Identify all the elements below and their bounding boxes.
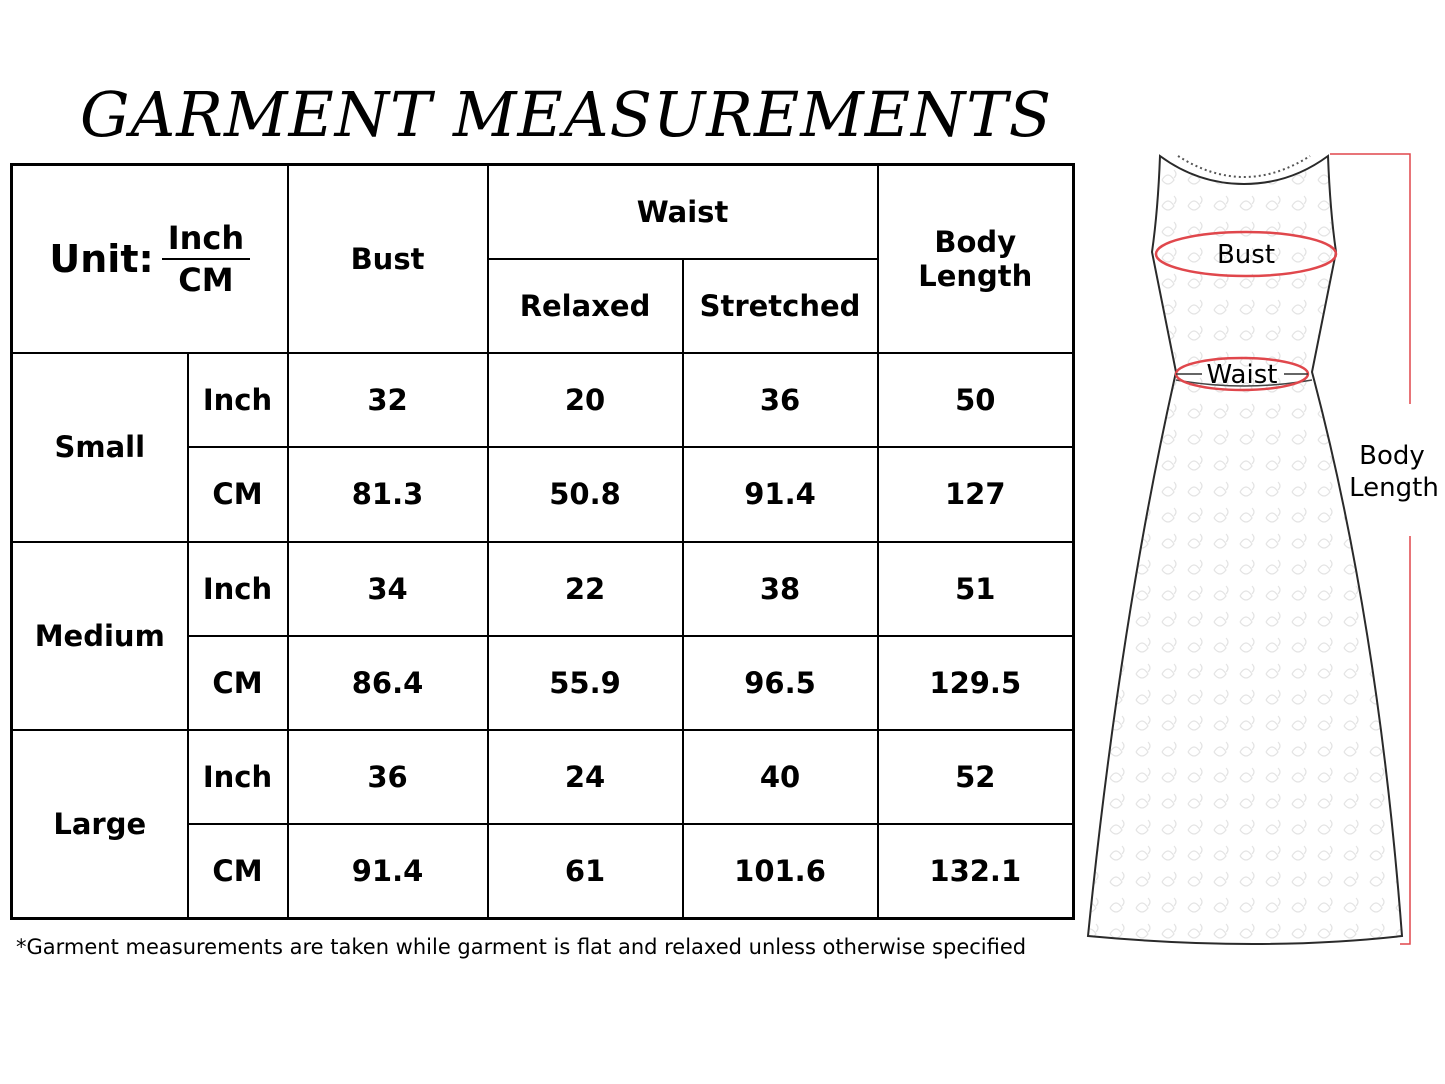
size-large: Large [12, 730, 188, 919]
header-waist-relaxed: Relaxed [488, 259, 683, 353]
cell-bust: 86.4 [288, 636, 488, 730]
row-unit: CM [188, 447, 288, 541]
cell-body-length: 52 [878, 730, 1074, 824]
header-waist-stretched: Stretched [683, 259, 878, 353]
cell-waist-stretched: 40 [683, 730, 878, 824]
page-title: GARMENT MEASUREMENTS [80, 78, 1053, 151]
cell-bust: 34 [288, 542, 488, 636]
cell-waist-relaxed: 55.9 [488, 636, 683, 730]
cell-body-length: 132.1 [878, 824, 1074, 918]
header-body-length-line2: Length [918, 259, 1033, 293]
length-bracket-bottom [1400, 536, 1410, 944]
body-length-label-line2: Length [1349, 473, 1439, 503]
cell-waist-relaxed: 50.8 [488, 447, 683, 541]
cell-waist-stretched: 101.6 [683, 824, 878, 918]
unit-header [12, 165, 288, 354]
cell-bust: 91.4 [288, 824, 488, 918]
cell-bust: 81.3 [288, 447, 488, 541]
row-unit: Inch [188, 542, 288, 636]
header-body-length-line1: Body [934, 225, 1017, 259]
body-length-label-line1: Body [1359, 441, 1425, 471]
cell-body-length: 51 [878, 542, 1074, 636]
cell-body-length: 127 [878, 447, 1074, 541]
dress-outline [1088, 156, 1402, 944]
cell-waist-relaxed: 22 [488, 542, 683, 636]
unit-label: Unit: [49, 237, 154, 281]
row-unit: CM [188, 824, 288, 918]
cell-waist-relaxed: 24 [488, 730, 683, 824]
size-medium: Medium [12, 542, 188, 731]
cell-waist-stretched: 91.4 [683, 447, 878, 541]
unit-inch-label: Inch [162, 218, 250, 260]
cell-waist-stretched: 96.5 [683, 636, 878, 730]
size-small: Small [12, 353, 188, 542]
header-body-length [878, 165, 1074, 354]
size-chart-table [10, 163, 1075, 920]
cell-waist-relaxed: 61 [488, 824, 683, 918]
footnote: *Garment measurements are taken while garment is flat and relaxed unless otherwise specified [16, 935, 1027, 959]
cell-body-length: 50 [878, 353, 1074, 447]
bust-label: Bust [1216, 240, 1276, 270]
cell-body-length: 129.5 [878, 636, 1074, 730]
header-bust: Bust [288, 165, 488, 354]
header-waist: Waist [488, 165, 878, 259]
cell-waist-relaxed: 20 [488, 353, 683, 447]
neckline [1178, 156, 1310, 177]
dress-diagram [1080, 140, 1445, 960]
length-bracket-top [1330, 154, 1410, 404]
row-unit: Inch [188, 730, 288, 824]
cell-waist-stretched: 38 [683, 542, 878, 636]
cell-bust: 32 [288, 353, 488, 447]
cell-waist-stretched: 36 [683, 353, 878, 447]
waist-label: Waist [1206, 360, 1278, 390]
row-unit: CM [188, 636, 288, 730]
cell-bust: 36 [288, 730, 488, 824]
row-unit: Inch [188, 353, 288, 447]
unit-cm-label: CM [178, 261, 234, 299]
